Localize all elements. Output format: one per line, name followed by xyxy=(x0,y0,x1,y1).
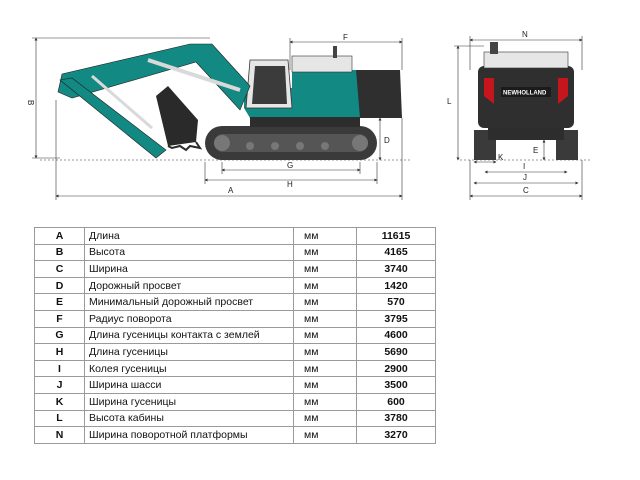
arm xyxy=(60,78,166,158)
table-row xyxy=(35,277,436,294)
table-row xyxy=(35,410,436,427)
row-value: 3740 xyxy=(357,261,436,278)
label-i: I xyxy=(523,162,526,171)
row-name: Радиус поворота xyxy=(85,310,294,327)
row-unit: мм xyxy=(294,310,357,327)
row-value: 570 xyxy=(357,294,436,311)
row-unit: мм xyxy=(294,277,357,294)
counterweight xyxy=(352,70,402,118)
spec-table-body xyxy=(35,228,436,444)
label-j: J xyxy=(523,173,527,182)
row-unit: мм xyxy=(294,360,357,377)
label-c: C xyxy=(523,186,529,195)
label-b: B xyxy=(26,100,35,106)
table-row xyxy=(35,261,436,278)
table-row xyxy=(35,294,436,311)
table-row xyxy=(35,377,436,394)
row-letter: E xyxy=(35,294,85,311)
side-view xyxy=(58,44,402,160)
row-unit: мм xyxy=(294,244,357,261)
row-name: Высота кабины xyxy=(85,410,294,427)
row-unit: мм xyxy=(294,410,357,427)
table-row xyxy=(35,244,436,261)
row-letter: N xyxy=(35,427,85,444)
table-row xyxy=(35,393,436,410)
engine-hood xyxy=(292,56,352,72)
label-e: E xyxy=(533,146,539,155)
side-track-inner xyxy=(214,134,368,152)
row-name: Минимальный дорожный просвет xyxy=(85,294,294,311)
label-f: F xyxy=(343,33,348,42)
table-row xyxy=(35,360,436,377)
rear-view xyxy=(474,42,578,160)
row-unit: мм xyxy=(294,261,357,278)
row-unit: мм xyxy=(294,377,357,394)
row-value: 3500 xyxy=(357,377,436,394)
row-name: Высота xyxy=(85,244,294,261)
row-letter: A xyxy=(35,228,85,245)
row-letter: G xyxy=(35,327,85,344)
rear-plate-text: NEWHOLLAND xyxy=(503,90,547,97)
excavator-dimension-drawing xyxy=(0,0,640,215)
row-letter: C xyxy=(35,261,85,278)
row-name: Ширина поворотной платформы xyxy=(85,427,294,444)
rear-exhaust xyxy=(490,42,498,54)
row-unit: мм xyxy=(294,294,357,311)
row-value: 3270 xyxy=(357,427,436,444)
swing-base xyxy=(250,117,360,127)
row-letter: H xyxy=(35,344,85,361)
row-unit: мм xyxy=(294,228,357,245)
table-row xyxy=(35,327,436,344)
row-name: Колея гусеницы xyxy=(85,360,294,377)
spec-table xyxy=(34,227,436,444)
row-letter: D xyxy=(35,277,85,294)
table-row xyxy=(35,427,436,444)
row-letter: L xyxy=(35,410,85,427)
row-value: 4165 xyxy=(357,244,436,261)
table-row xyxy=(35,310,436,327)
row-letter: J xyxy=(35,377,85,394)
row-unit: мм xyxy=(294,393,357,410)
row-unit: мм xyxy=(294,344,357,361)
table-row xyxy=(35,228,436,245)
row-name: Дорожный просвет xyxy=(85,277,294,294)
row-name: Длина гусеницы xyxy=(85,344,294,361)
row-letter: F xyxy=(35,310,85,327)
label-h: H xyxy=(287,180,293,189)
row-name: Ширина гусеницы xyxy=(85,393,294,410)
row-letter: K xyxy=(35,393,85,410)
label-d: D xyxy=(384,136,390,145)
label-a: A xyxy=(228,186,234,195)
row-value: 3780 xyxy=(357,410,436,427)
label-l: L xyxy=(447,97,452,106)
row-unit: мм xyxy=(294,427,357,444)
row-value: 600 xyxy=(357,393,436,410)
row-value: 11615 xyxy=(357,228,436,245)
cab-window xyxy=(252,66,287,104)
exhaust xyxy=(333,46,337,58)
row-value: 2900 xyxy=(357,360,436,377)
label-g: G xyxy=(287,161,294,170)
row-value: 5690 xyxy=(357,344,436,361)
row-letter: I xyxy=(35,360,85,377)
row-value: 3795 xyxy=(357,310,436,327)
label-k: K xyxy=(498,153,504,162)
row-value: 4600 xyxy=(357,327,436,344)
row-name: Длина xyxy=(85,228,294,245)
row-unit: мм xyxy=(294,327,357,344)
rear-top xyxy=(484,52,568,68)
row-name: Длина гусеницы контакта с землей xyxy=(85,327,294,344)
row-name: Ширина шасси xyxy=(85,377,294,394)
label-n: N xyxy=(522,30,528,39)
bucket xyxy=(156,86,198,146)
row-letter: B xyxy=(35,244,85,261)
row-value: 1420 xyxy=(357,277,436,294)
row-name: Ширина xyxy=(85,261,294,278)
table-row xyxy=(35,344,436,361)
